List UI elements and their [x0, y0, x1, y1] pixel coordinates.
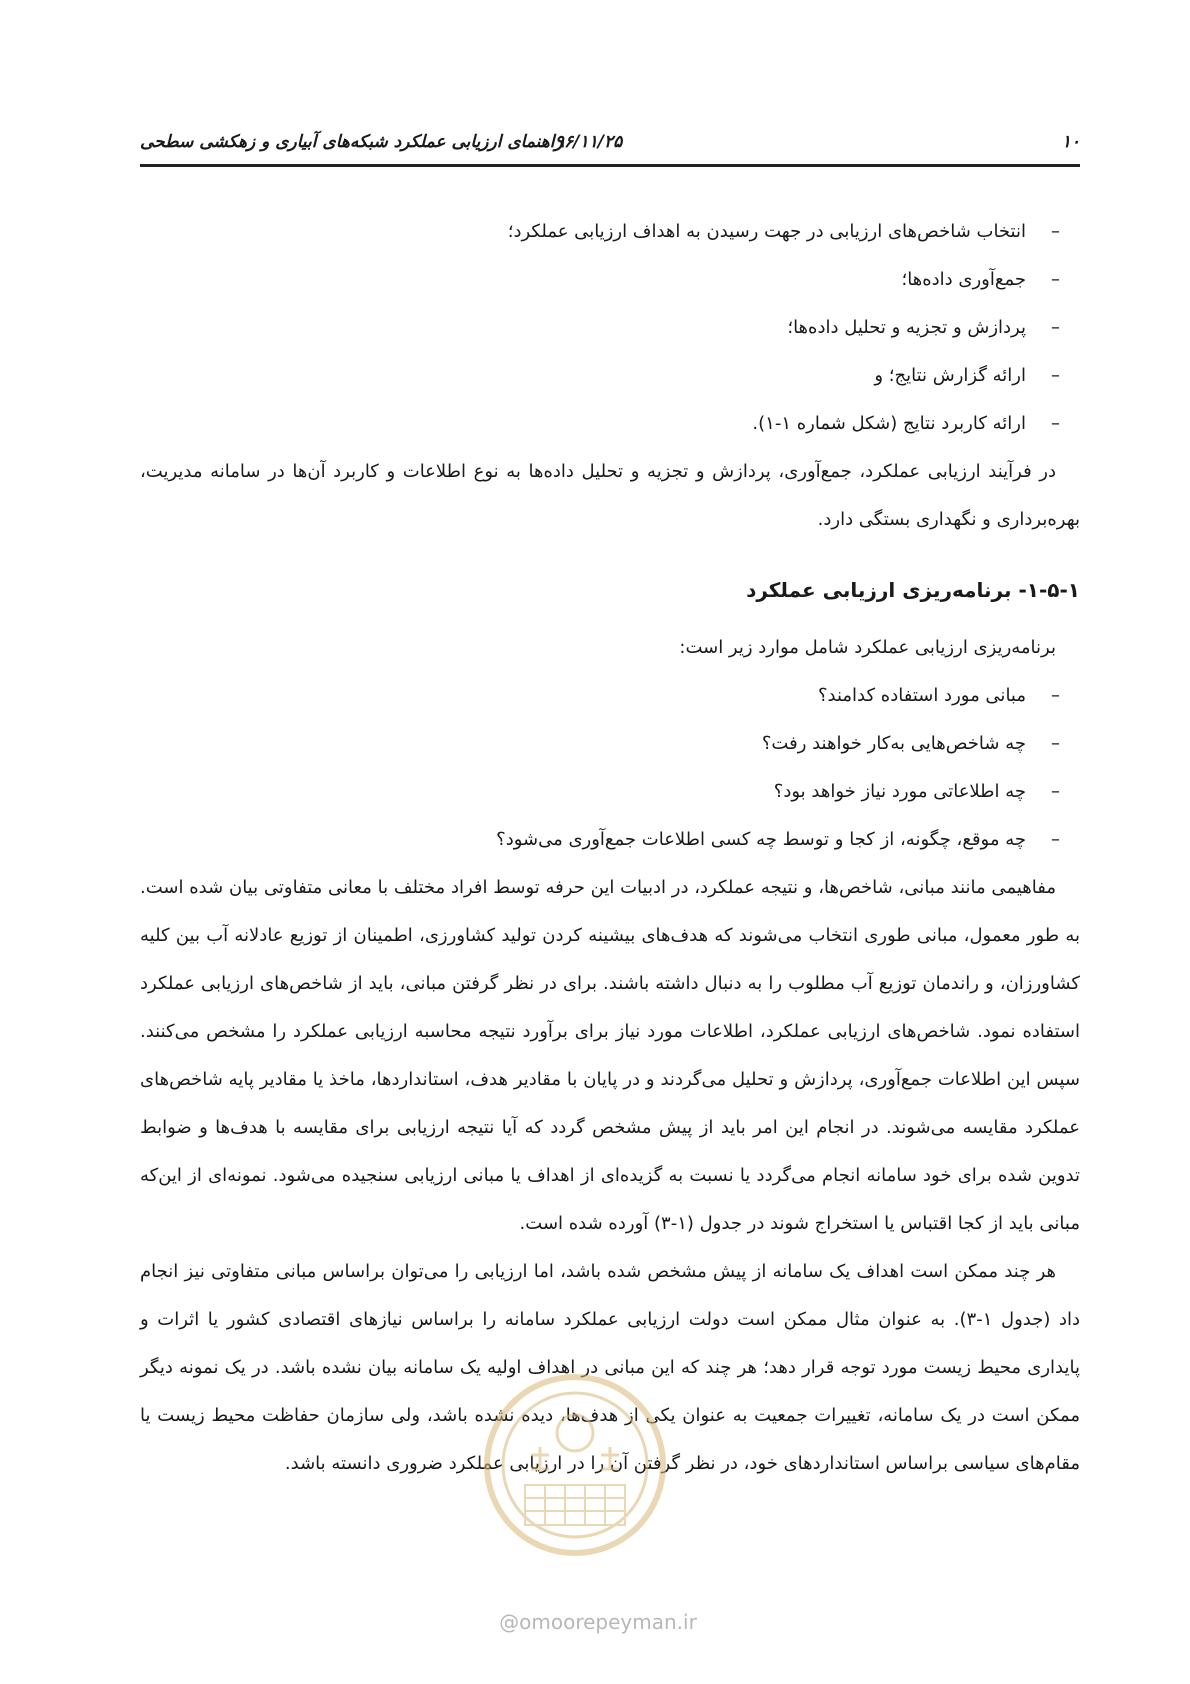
list-item: – جمع‌آوری داده‌ها؛ — [140, 256, 1060, 304]
paragraph-intro: برنامه‌ریزی ارزیابی عملکرد شامل موارد زیر است: — [679, 637, 1056, 658]
footer-website: @omoorepeyman.ir — [499, 1610, 697, 1634]
page-number: ۱۰ — [1061, 132, 1080, 152]
header-date: ۹۶/۱۱/۲۵ — [555, 132, 623, 152]
list-item: – ارائه گزارش نتایج؛ و — [140, 352, 1060, 400]
list-item: – چه شاخص‌هایی به‌کار خواهند رفت؟ — [140, 720, 1060, 768]
paragraph-objectives: هر چند ممکن است اهداف یک سامانه از پیش مشخص شده باشد، اما ارزیابی را می‌توان براساس مبانی متفاوتی نیز انجام داد (جدول ۱-۳). به عنوان مثال ممکن است دولت ارزیابی عملکرد سامانه را براساس نیازهای اقتصادی کشور یا اثرات و پایداری محیط زیست مورد توجه قرار دهد؛ هر چند که این مبانی در اهداف اولیه یک سامانه بیان نشده باشد. در یک نمونه دیگر ممکن است در یک سامانه، تغییرات جمعیت به عنوان یکی از هدف‌ها، دیده نشده باشد، ولی سازمان حفاظت محیط زیست یا مقام‌های سیاسی براساس استانداردهای خود، در نظر گرفتن آن را در ارزیابی عملکرد ضروری دانسته باشد. — [140, 1261, 1081, 1474]
page-header — [140, 124, 1080, 164]
paragraph-concepts: مفاهیمی مانند مبانی، شاخص‌ها، و نتیجه عملکرد، در ادبیات این حرفه توسط افراد مختلف با معانی متفاوتی بیان شده است. به طور معمول، مبانی طوری انتخاب می‌شوند که هدف‌های بیشینه کردن تولید کشاورزی، اطمینان از توزیع عادلانه آب بین کلیه کشاورزان، و راندمان توزیع آب مطلوب را به دنبال داشته باشند. برای در نظر گرفتن مبانی، باید از شاخص‌های ارزیابی عملکرد استفاده نمود. شاخص‌های ارزیابی عملکرد، اطلاعات مورد نیاز برای برآورد نتیجه محاسبه ارزیابی عملکرد را مشخص می‌کنند. سپس این اطلاعات جمع‌آوری، پردازش و تحلیل می‌گردند و در پایان با مقادیر هدف، استانداردها، ماخذ یا مقادیر پایه شاخص‌های عملکرد مقایسه می‌شوند. در انجام این امر باید از پیش مشخص گردد که آیا نتیجه ارزیابی برای مقایسه با هدف‌ها و ضوابط تدوین شده برای خود سامانه انجام می‌گردد یا نسبت به گزیده‌ای از اهداف یا مبانی ارزیابی سنجیده می‌شود. نمونه‌ای از این‌که مبانی باید از کجا اقتباس یا استخراج شوند در جدول (۱-۳) آورده شده است. — [140, 877, 1080, 1234]
list-evaluation-steps — [140, 208, 1080, 448]
header-rule — [140, 164, 1080, 167]
list-planning-questions — [140, 672, 1080, 864]
list-item: – چه موقع، چگونه، از کجا و توسط چه کسی اطلاعات جمع‌آوری می‌شود؟ — [140, 816, 1060, 864]
section-title: ۱-۵-۱- برنامه‌ریزی ارزیابی عملکرد — [746, 578, 1080, 602]
list-item: – ارائه کاربرد نتایج (شکل شماره ۱-۱). — [140, 400, 1060, 448]
list-item: – مبانی مورد استفاده کدامند؟ — [140, 672, 1060, 720]
list-item: – پردازش و تجزیه و تحلیل داده‌ها؛ — [140, 304, 1060, 352]
paragraph-process: در فرآیند ارزیابی عملکرد، جمع‌آوری، پردازش و تجزیه و تحلیل داده‌ها به نوع اطلاعات و کاربرد آن‌ها در سامانه مدیریت، بهره‌برداری و نگهداری بستگی دارد. — [140, 461, 1080, 530]
header-title: راهنمای ارزیابی عملکرد شبکه‌های آبیاری و زهکشی سطحی — [140, 132, 563, 152]
list-item: – انتخاب شاخص‌های ارزیابی در جهت رسیدن به اهداف ارزیابی عملکرد؛ — [140, 208, 1060, 256]
page-content — [140, 208, 1080, 1488]
list-item: – چه اطلاعاتی مورد نیاز خواهد بود؟ — [140, 768, 1060, 816]
